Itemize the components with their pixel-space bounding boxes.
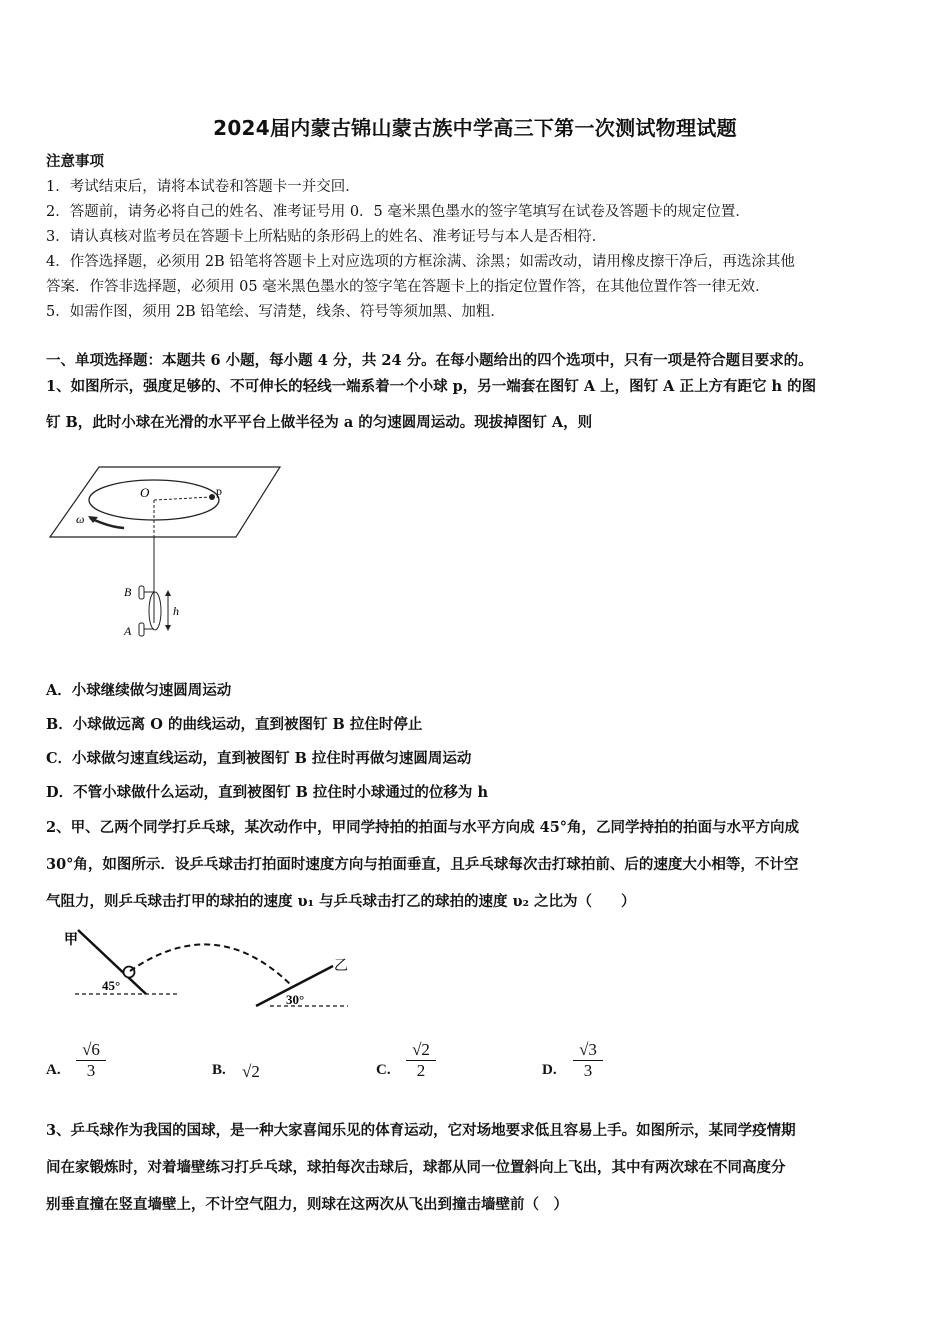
section-heading: 一、单项选择题：本题共 6 小题，每小题 4 分，共 24 分。在每小题给出的四个选项中，只有一项是符合题目要求的。 — [46, 352, 813, 369]
q1-pin-b — [139, 586, 144, 599]
q1-label-p: p — [216, 484, 222, 498]
q1-label-h: h — [173, 604, 179, 618]
q1-label-b: B — [124, 585, 132, 599]
q2-label-yi: 乙 — [334, 959, 348, 974]
q2-angle-30: 30° — [286, 992, 305, 1007]
q1-pin-a — [139, 623, 144, 636]
q1-option: C．小球做匀速直线运动，直到被图钉 B 拉住时再做匀速圆周运动 — [46, 750, 472, 767]
q2-option-letter: D. — [542, 1062, 557, 1078]
q2-angle-45: 45° — [102, 978, 121, 993]
q2-option-letter: A. — [46, 1062, 61, 1078]
q1-radius — [154, 497, 212, 500]
q1-loop — [149, 592, 161, 630]
q2-option-letter: B. — [212, 1062, 226, 1078]
q1-label-o: O — [140, 485, 150, 500]
q1-label-omega: ω — [76, 512, 85, 526]
q3-stem: 间在家锻炼时，对着墙壁练习打乒乓球，球拍每次击球后，球都从同一位置斜向上飞出，其中有两次球在不同高度分 — [46, 1159, 786, 1176]
q1-option: B．小球做远离 O 的曲线运动，直到被图钉 B 拉住时停止 — [46, 716, 423, 733]
q1-platform — [50, 467, 280, 537]
arrow-down-icon — [165, 625, 171, 631]
q2-option-b-value: √2 — [242, 1062, 260, 1081]
arrow-up-icon — [165, 590, 171, 596]
q2-stem: 气阻力，则乒乓球击打甲的球拍的速度 υ₁ 与乒乓球击打乙的球拍的速度 υ₂ 之比为（ ） — [46, 893, 636, 910]
q2-label-jia: 甲 — [64, 933, 78, 948]
notice-item: 答案．作答非选择题，必须用 05 毫米黑色墨水的签字笔在答题卡上的指定位置作答，在其他位置作答一律无效． — [46, 279, 770, 295]
notice-item: 3．请认真核对监考员在答题卡上所粘贴的条形码上的姓名、准考证号与本人是否相符． — [46, 229, 607, 245]
q3-stem: 3、乒乓球作为我国的国球，是一种大家喜闻乐见的体育运动，它对场地要求低且容易上手。如图所示，某同学疫情期 — [46, 1122, 796, 1139]
q2-option-c-fraction — [406, 1040, 436, 1081]
notice-item: 5．如需作图，须用 2B 铅笔绘、写清楚，线条、符号等须加黑、加粗． — [46, 304, 505, 320]
notice-item: 1．考试结束后，请将本试卷和答题卡一并交回． — [46, 179, 360, 195]
fraction-numerator: √6 — [76, 1040, 106, 1061]
page-title: 2024届内蒙古锦山蒙古族中学高三下第一次测试物理试题 — [213, 116, 737, 140]
q1-stem: 1、如图所示，强度足够的、不可伸长的轻线一端系着一个小球 p，另一端套在图钉 A 上，图钉 A 正上方有距它 h 的图 — [46, 378, 817, 395]
notice-heading: 注意事项 — [46, 153, 104, 170]
q3-stem: 别垂直撞在竖直墙壁上，不计空气阻力，则球在这两次从飞出到撞击墙壁前（ ） — [46, 1196, 568, 1213]
notice-item: 2．答题前，请务必将自己的姓名、准考证号用 0．5 毫米黑色墨水的签字笔填写在试卷及答题卡的规定位置． — [46, 204, 750, 220]
q2-stem: 30°角，如图所示．设乒乓球击打拍面时速度方向与拍面垂直，且乒乓球每次击打球拍前、后的速度大小相等，不计空 — [46, 856, 799, 873]
notice-item: 4．作答选择题，必须用 2B 铅笔将答题卡上对应选项的方框涂满、涂黑；如需改动，请用橡皮擦干净后，再选涂其他 — [46, 254, 795, 270]
q2-stem: 2、甲、乙两个同学打乒乓球，某次动作中，甲同学持拍的拍面与水平方向成 45°角，乙同学持拍的拍面与水平方向成 — [46, 819, 800, 836]
fraction-denominator: 3 — [86, 1061, 96, 1080]
q1-ball-p — [209, 494, 215, 500]
q2-option-d-fraction — [573, 1040, 603, 1081]
q1-figure — [44, 455, 284, 645]
q2-figure — [60, 922, 360, 1014]
q1-option: D．不管小球做什么运动，直到被图钉 B 拉住时小球通过的位移为 h — [46, 784, 489, 801]
fraction-denominator: 2 — [416, 1061, 426, 1080]
q1-stem: 钉 B，此时小球在光滑的水平平台上做半径为 a 的匀速圆周运动。现拔掉图钉 A，则 — [46, 414, 593, 431]
q2-trajectory — [130, 944, 290, 984]
fraction-denominator: 3 — [583, 1061, 593, 1080]
q2-option-letter: C. — [376, 1062, 391, 1078]
q2-option-a-fraction — [76, 1040, 106, 1081]
fraction-numerator: √2 — [406, 1040, 436, 1061]
q1-label-a: A — [124, 624, 132, 638]
q1-option: A．小球继续做匀速圆周运动 — [46, 682, 232, 699]
fraction-numerator: √3 — [573, 1040, 603, 1061]
